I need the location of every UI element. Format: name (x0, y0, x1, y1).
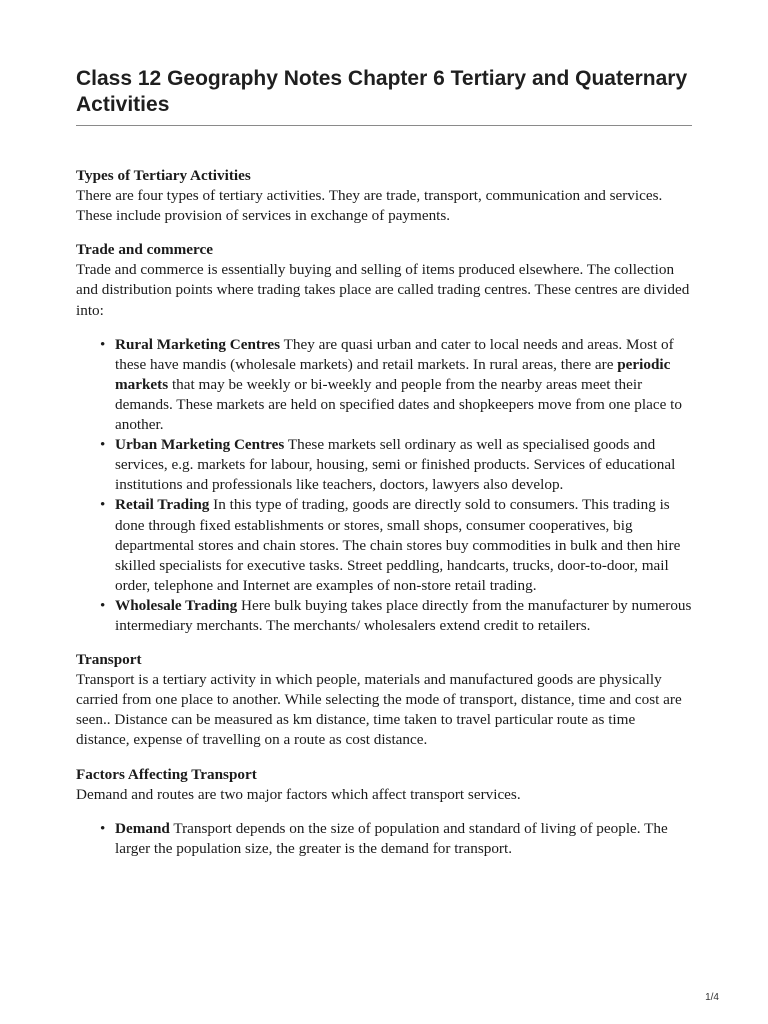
trade-centres-list (76, 335, 692, 636)
section-heading: Transport (76, 651, 142, 669)
list-item-text: In this type of trading, goods are directly sold to consumers. This trading is done through fixed establishments or stores, small shops, consumer cooperatives, big departmental stores and chain stores. The chain stores buy commodities in bulk and then hire skilled specialists for executive tasks. Street peddling, handcarts, trucks, door-to-door, mail order, telephone and Internet are examples of non-store retail trading. (115, 496, 681, 594)
list-item-text: Transport depends on the size of population and standard of living of people. The larger the population size, the greater is the demand for transport. (115, 819, 668, 857)
page-title: Class 12 Geography Notes Chapter 6 Tertiary and Quaternary Activities (76, 67, 688, 116)
section-types-of-tertiary-activities (76, 166, 692, 226)
section-heading: Trade and commerce (76, 241, 213, 259)
list-item-text: that may be weekly or bi-weekly and people from the nearby areas meet their demands. These markets are held on specified dates and shopkeepers move from one place to another. (115, 375, 682, 434)
list-item-rural-marketing-centres (115, 335, 692, 435)
list-item-text: Here bulk buying takes place directly from the manufacturer by numerous intermediary merchants. The merchants/ wholesalers extend credit to retailers. (115, 596, 692, 634)
section-paragraph: There are four types of tertiary activities. They are trade, transport, communication and services. These include provision of services in exchange of payments. (76, 187, 663, 225)
section-paragraph: Demand and routes are two major factors which affect transport services. (76, 785, 521, 803)
document-content (76, 166, 692, 873)
section-factors-affecting-transport (76, 765, 692, 859)
list-item-demand (115, 819, 692, 859)
list-item-term: Retail Trading (115, 496, 210, 514)
section-paragraph: Transport is a tertiary activity in which people, materials and manufactured goods are physically carried from one place to another. While selecting the mode of transport, distance, time and cost are seen.. Distance can be measured as km distance, time taken to travel particular route as time distance, expense of travelling on a route as cost distance. (76, 671, 682, 749)
section-heading: Types of Tertiary Activities (76, 167, 251, 184)
section-trade-and-commerce (76, 240, 692, 636)
section-transport (76, 650, 692, 750)
list-item-urban-marketing-centres (115, 435, 692, 495)
list-item-term: Rural Marketing Centres (115, 335, 281, 353)
list-item-text: These markets sell ordinary as well as specialised goods and services, e.g. markets for labour, housing, semi or finished products. Services of educational institutions and professionals like teachers, doctors, lawyers also develop. (115, 436, 676, 494)
list-item-term: Urban Marketing Centres (115, 436, 285, 454)
section-heading: Factors Affecting Transport (76, 765, 257, 783)
list-item-text: They are quasi urban and cater to local needs and areas. Most of these have mandis (wholesale markets) and retail markets. In rural areas, there are (115, 335, 674, 373)
title-divider (76, 125, 692, 126)
list-item-bold-phrase: periodic markets (115, 355, 671, 393)
transport-factors-list (76, 819, 692, 859)
list-item-term: Demand (115, 819, 170, 837)
list-item-term: Wholesale Trading (115, 596, 238, 614)
list-item-retail-trading (115, 495, 692, 595)
section-paragraph: Trade and commerce is essentially buying and selling of items produced elsewhere. The collection and distribution points where trading takes place are called trading centres. These centres are divided into: (76, 261, 690, 319)
list-item-wholesale-trading (115, 596, 692, 636)
page-number: 1/4 (705, 992, 719, 1003)
